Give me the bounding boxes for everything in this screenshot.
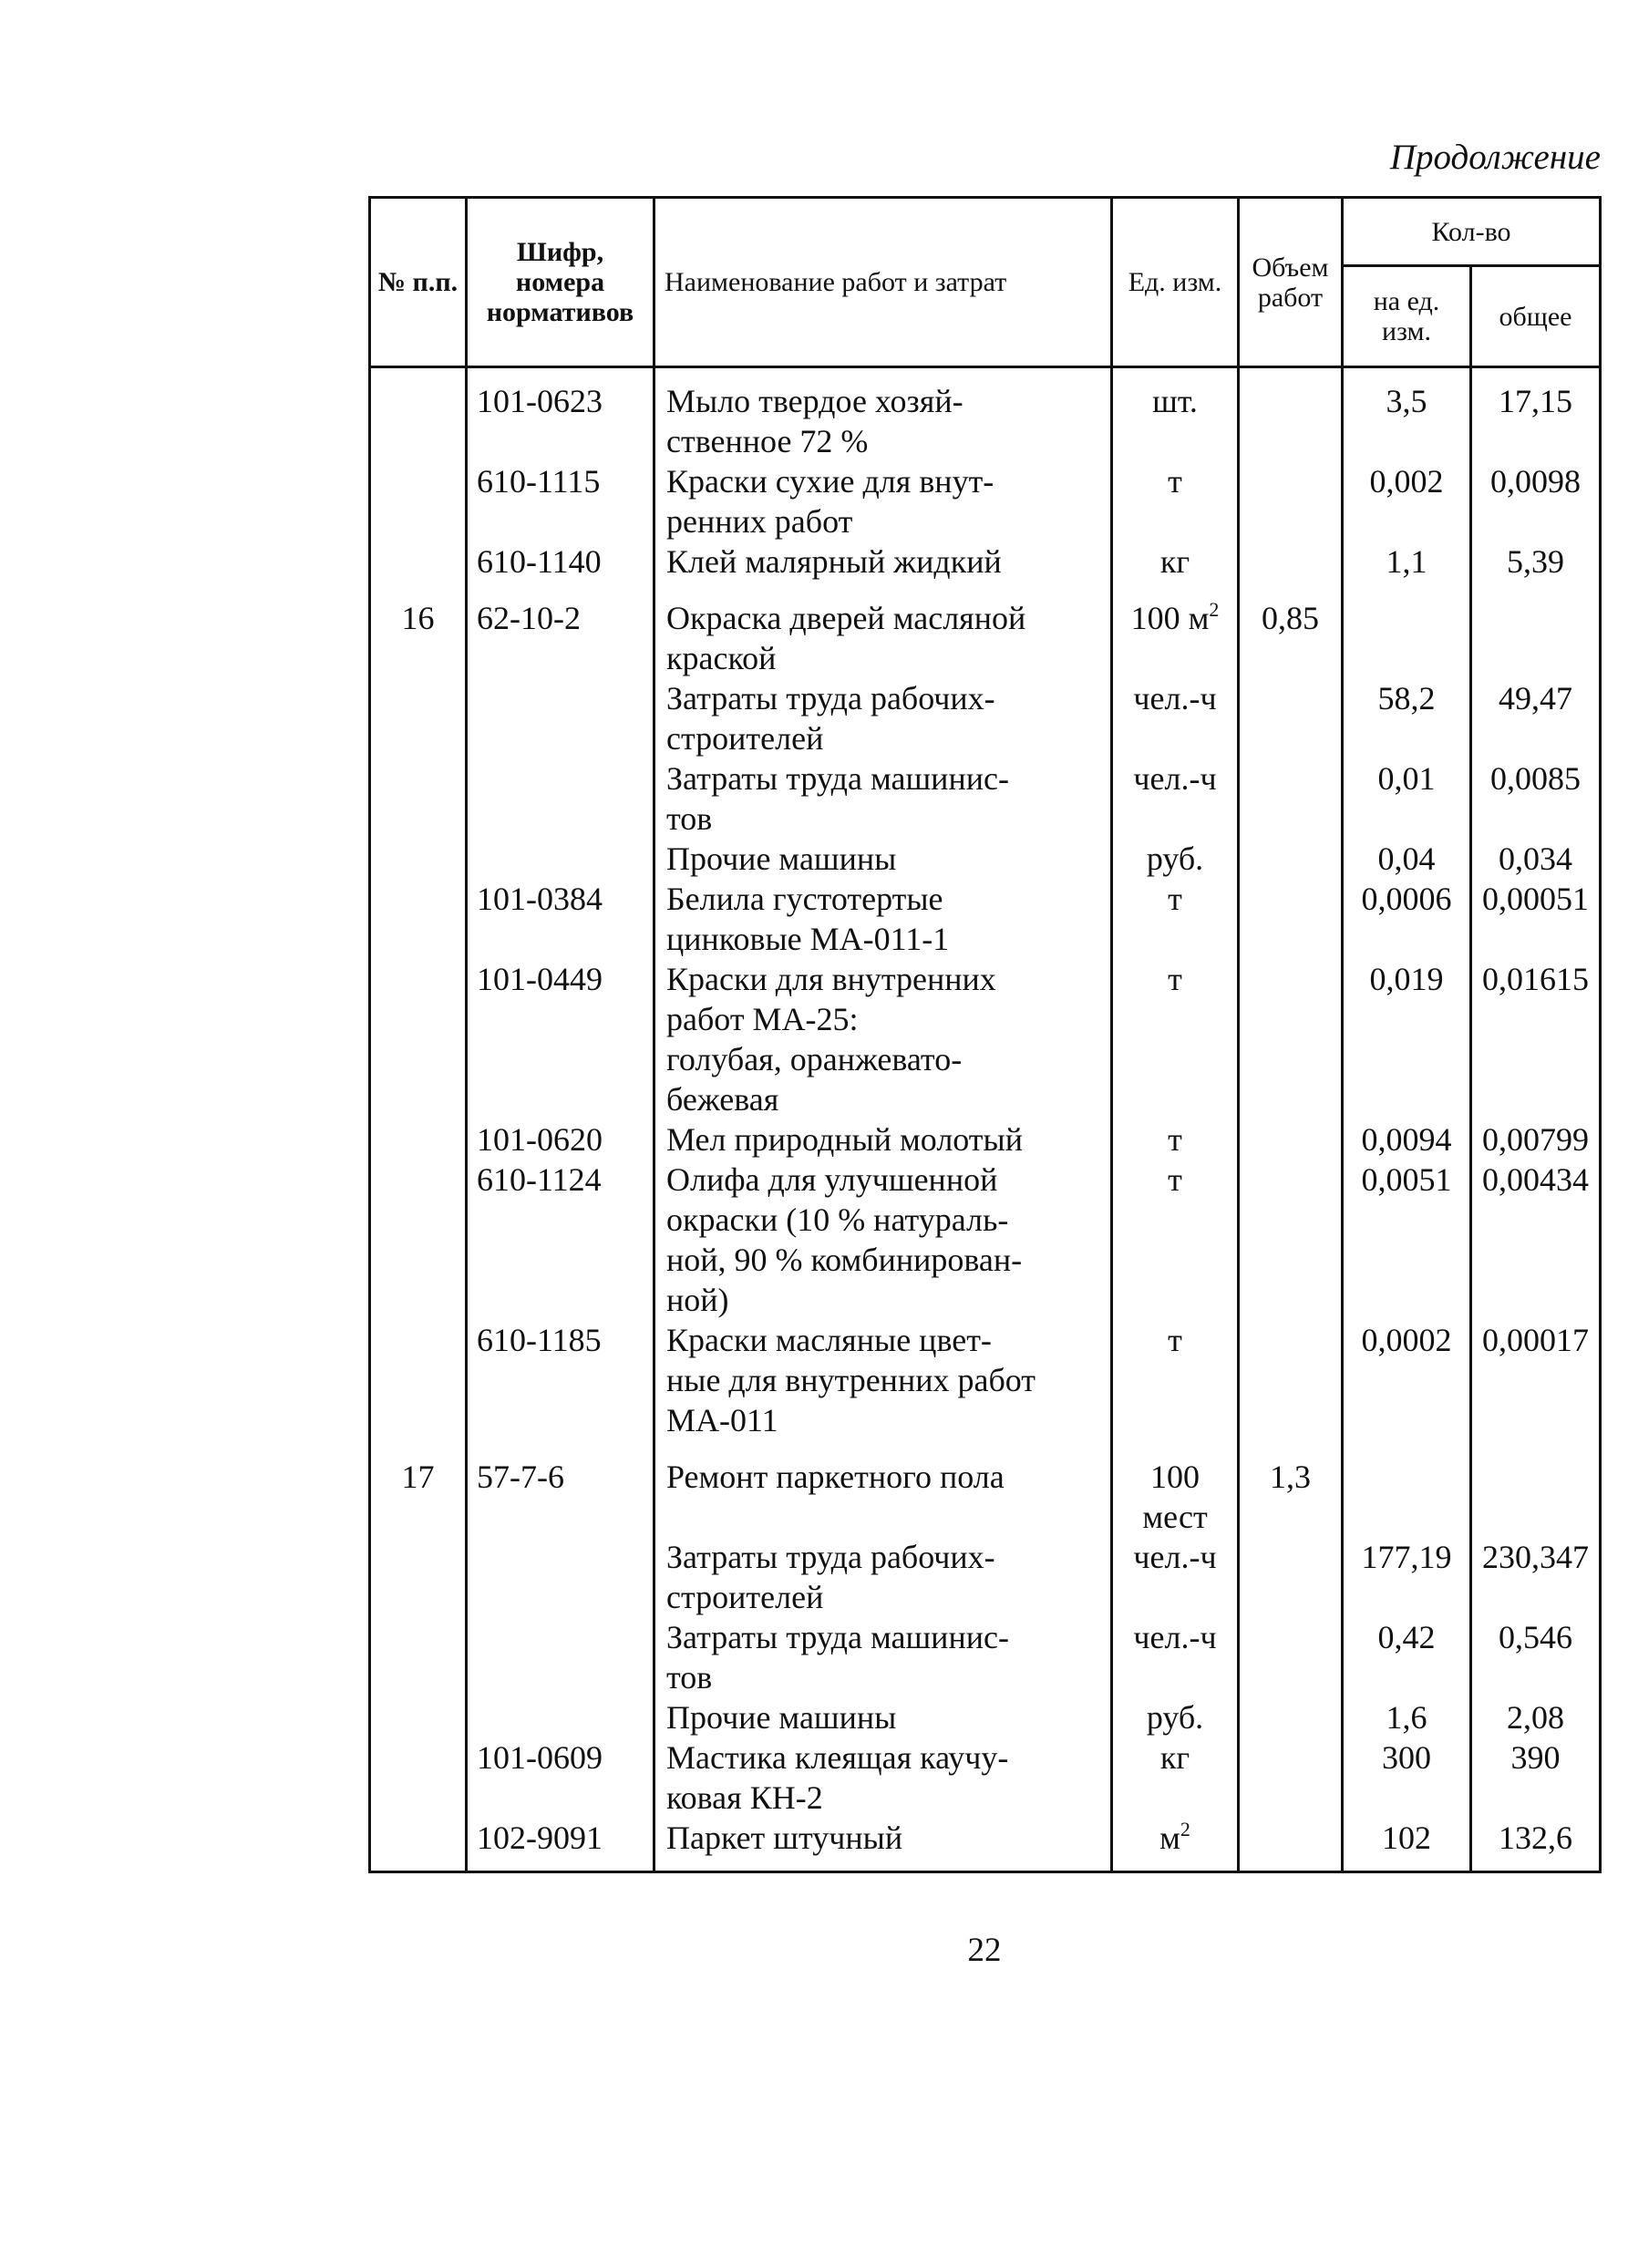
cell-name: Затраты труда машинис- тов <box>654 758 1112 839</box>
cell-total: 0,00434 <box>1471 1160 1601 1320</box>
cell-volume: 0,85 <box>1239 582 1343 678</box>
table-row <box>370 1737 1601 1818</box>
norms-table <box>368 196 1602 1873</box>
table-row <box>370 1537 1601 1617</box>
cell-volume <box>1239 367 1343 462</box>
cell-volume <box>1239 1697 1343 1737</box>
cell-code: 610-1140 <box>467 541 654 582</box>
cell-name: Ремонт паркетного пола <box>654 1440 1112 1537</box>
table-row <box>370 1818 1601 1872</box>
cell-unit: т <box>1112 959 1239 1119</box>
cell-num <box>370 678 467 758</box>
cell-volume <box>1239 758 1343 839</box>
table-row <box>370 582 1601 678</box>
table-row <box>370 1617 1601 1697</box>
cell-unit: $м^2$ <box>1112 1818 1239 1872</box>
cell-unit: 100 мест <box>1112 1440 1239 1537</box>
cell-total: 0,00017 <box>1471 1320 1601 1440</box>
cell-volume <box>1239 541 1343 582</box>
cell-num <box>370 1119 467 1160</box>
table-row <box>370 839 1601 879</box>
cell-code: 101-0449 <box>467 959 654 1119</box>
cell-total <box>1471 582 1601 678</box>
table-row <box>370 879 1601 959</box>
cell-per-unit: 300 <box>1343 1737 1471 1818</box>
table-row <box>370 678 1601 758</box>
header-num: № п.п. <box>370 198 467 367</box>
cell-code <box>467 1537 654 1617</box>
cell-unit: т <box>1112 879 1239 959</box>
cell-volume <box>1239 1818 1343 1872</box>
cell-name: Прочие машины <box>654 1697 1112 1737</box>
cell-volume: 1,3 <box>1239 1440 1343 1537</box>
table-row <box>370 1440 1601 1537</box>
cell-per-unit: 0,0006 <box>1343 879 1471 959</box>
cell-unit: т <box>1112 461 1239 541</box>
cell-volume <box>1239 1537 1343 1617</box>
cell-code: 610-1115 <box>467 461 654 541</box>
cell-name: Олифа для улучшенной окраски (10 % натураль- ной, 90 % комбинирован- ной) <box>654 1160 1112 1320</box>
page-number: 22 <box>967 1932 1002 1969</box>
cell-num <box>370 959 467 1119</box>
cell-total: 0,0098 <box>1471 461 1601 541</box>
cell-per-unit: 1,6 <box>1343 1697 1471 1737</box>
cell-per-unit: 3,5 <box>1343 367 1471 462</box>
cell-unit: чел.-ч <box>1112 758 1239 839</box>
header-code: Шифр, номера нормативов <box>467 198 654 367</box>
cell-code <box>467 678 654 758</box>
cell-num <box>370 541 467 582</box>
cell-volume <box>1239 1320 1343 1440</box>
cell-unit: кг <box>1112 541 1239 582</box>
cell-per-unit: 0,01 <box>1343 758 1471 839</box>
cell-code <box>467 758 654 839</box>
cell-unit: чел.-ч <box>1112 678 1239 758</box>
cell-num <box>370 367 467 462</box>
cell-code <box>467 839 654 879</box>
cell-name: Паркет штучный <box>654 1818 1112 1872</box>
cell-per-unit: 0,002 <box>1343 461 1471 541</box>
cell-num <box>370 1160 467 1320</box>
cell-unit: т <box>1112 1119 1239 1160</box>
header-volume: Объем работ <box>1239 198 1343 367</box>
cell-total: 0,034 <box>1471 839 1601 879</box>
header-qty-group: Кол-во <box>1343 198 1601 266</box>
cell-total: 0,0085 <box>1471 758 1601 839</box>
cell-name: Мастика клеящая каучу- ковая КН-2 <box>654 1737 1112 1818</box>
cell-name: Краски масляные цвет- ные для внутренних работ МА-011 <box>654 1320 1112 1440</box>
header-total: общее <box>1471 266 1601 367</box>
cell-volume <box>1239 461 1343 541</box>
cell-volume <box>1239 1160 1343 1320</box>
table-row <box>370 1697 1601 1737</box>
table-row <box>370 959 1601 1119</box>
cell-per-unit: 0,019 <box>1343 959 1471 1119</box>
cell-code: 610-1185 <box>467 1320 654 1440</box>
cell-per-unit: 0,42 <box>1343 1617 1471 1697</box>
cell-unit: чел.-ч <box>1112 1537 1239 1617</box>
cell-per-unit: 177,19 <box>1343 1537 1471 1617</box>
cell-num <box>370 1697 467 1737</box>
cell-unit: кг <box>1112 1737 1239 1818</box>
cell-total: 390 <box>1471 1737 1601 1818</box>
table-row <box>370 367 1601 462</box>
unit-superscript: 2 <box>1209 598 1220 621</box>
cell-name: Затраты труда машинис- тов <box>654 1617 1112 1697</box>
table-row <box>370 541 1601 582</box>
unit-superscript: 2 <box>1180 1818 1190 1840</box>
cell-num <box>370 839 467 879</box>
cell-volume <box>1239 678 1343 758</box>
cell-per-unit: 0,0051 <box>1343 1160 1471 1320</box>
header-name: Наименование работ и затрат <box>654 198 1112 367</box>
cell-name: Белила густотертые цинковые МА-011-1 <box>654 879 1112 959</box>
table-body <box>370 367 1601 1872</box>
cell-per-unit: 102 <box>1343 1818 1471 1872</box>
cell-total <box>1471 1440 1601 1537</box>
cell-name: Окраска дверей масляной краской <box>654 582 1112 678</box>
cell-total: 0,00799 <box>1471 1119 1601 1160</box>
cell-total: 0,01615 <box>1471 959 1601 1119</box>
cell-name: Прочие машины <box>654 839 1112 879</box>
cell-code <box>467 1697 654 1737</box>
cell-name: Краски для внутренних работ МА-25: голубая, оранжевато- бежевая <box>654 959 1112 1119</box>
cell-unit: т <box>1112 1160 1239 1320</box>
cell-per-unit <box>1343 1440 1471 1537</box>
cell-num <box>370 1617 467 1697</box>
table-header <box>370 198 1601 367</box>
cell-total: 0,546 <box>1471 1617 1601 1697</box>
cell-unit: 100 $м^2$ <box>1112 582 1239 678</box>
table-row <box>370 1160 1601 1320</box>
cell-code <box>467 1617 654 1697</box>
cell-unit: руб. <box>1112 1697 1239 1737</box>
cell-num: 16 <box>370 582 467 678</box>
cell-unit: чел.-ч <box>1112 1617 1239 1697</box>
cell-volume <box>1239 1119 1343 1160</box>
cell-volume <box>1239 959 1343 1119</box>
table-row <box>370 461 1601 541</box>
cell-total: 49,47 <box>1471 678 1601 758</box>
cell-per-unit: 0,04 <box>1343 839 1471 879</box>
cell-per-unit: 0,0094 <box>1343 1119 1471 1160</box>
cell-num <box>370 1320 467 1440</box>
header-per-unit: на ед. изм. <box>1343 266 1471 367</box>
cell-code: 101-0384 <box>467 879 654 959</box>
cell-name: Затраты труда рабочих- строителей <box>654 678 1112 758</box>
norms-table-container <box>368 196 1599 1873</box>
cell-code: 101-0609 <box>467 1737 654 1818</box>
cell-per-unit: 0,0002 <box>1343 1320 1471 1440</box>
cell-name: Мел природный молотый <box>654 1119 1112 1160</box>
table-row <box>370 1320 1601 1440</box>
cell-code: 102-9091 <box>467 1818 654 1872</box>
cell-num <box>370 879 467 959</box>
cell-num <box>370 461 467 541</box>
table-row <box>370 758 1601 839</box>
cell-num <box>370 758 467 839</box>
cell-volume <box>1239 879 1343 959</box>
cell-per-unit <box>1343 582 1471 678</box>
cell-code: 610-1124 <box>467 1160 654 1320</box>
cell-num <box>370 1737 467 1818</box>
cell-name: Клей малярный жидкий <box>654 541 1112 582</box>
cell-num: 17 <box>370 1440 467 1537</box>
cell-total: 5,39 <box>1471 541 1601 582</box>
cell-total: 2,08 <box>1471 1697 1601 1737</box>
cell-name: Краски сухие для внут- ренних работ <box>654 461 1112 541</box>
header-unit: Ед. изм. <box>1112 198 1239 367</box>
cell-unit: руб. <box>1112 839 1239 879</box>
cell-code: 57-7-6 <box>467 1440 654 1537</box>
cell-volume <box>1239 1617 1343 1697</box>
cell-code: 62-10-2 <box>467 582 654 678</box>
cell-unit: шт. <box>1112 367 1239 462</box>
cell-total: 230,347 <box>1471 1537 1601 1617</box>
cell-total: 17,15 <box>1471 367 1601 462</box>
cell-volume <box>1239 839 1343 879</box>
cell-num <box>370 1818 467 1872</box>
cell-total: 132,6 <box>1471 1818 1601 1872</box>
cell-total: 0,00051 <box>1471 879 1601 959</box>
cell-name: Мыло твердое хозяй- ственное 72 % <box>654 367 1112 462</box>
cell-num <box>370 1537 467 1617</box>
table-row <box>370 1119 1601 1160</box>
cell-code: 101-0620 <box>467 1119 654 1160</box>
cell-volume <box>1239 1737 1343 1818</box>
cell-per-unit: 58,2 <box>1343 678 1471 758</box>
cell-per-unit: 1,1 <box>1343 541 1471 582</box>
cell-unit: т <box>1112 1320 1239 1440</box>
cell-name: Затраты труда рабочих- строителей <box>654 1537 1112 1617</box>
cell-code: 101-0623 <box>467 367 654 462</box>
continuation-label: Продолжение <box>1389 138 1601 177</box>
